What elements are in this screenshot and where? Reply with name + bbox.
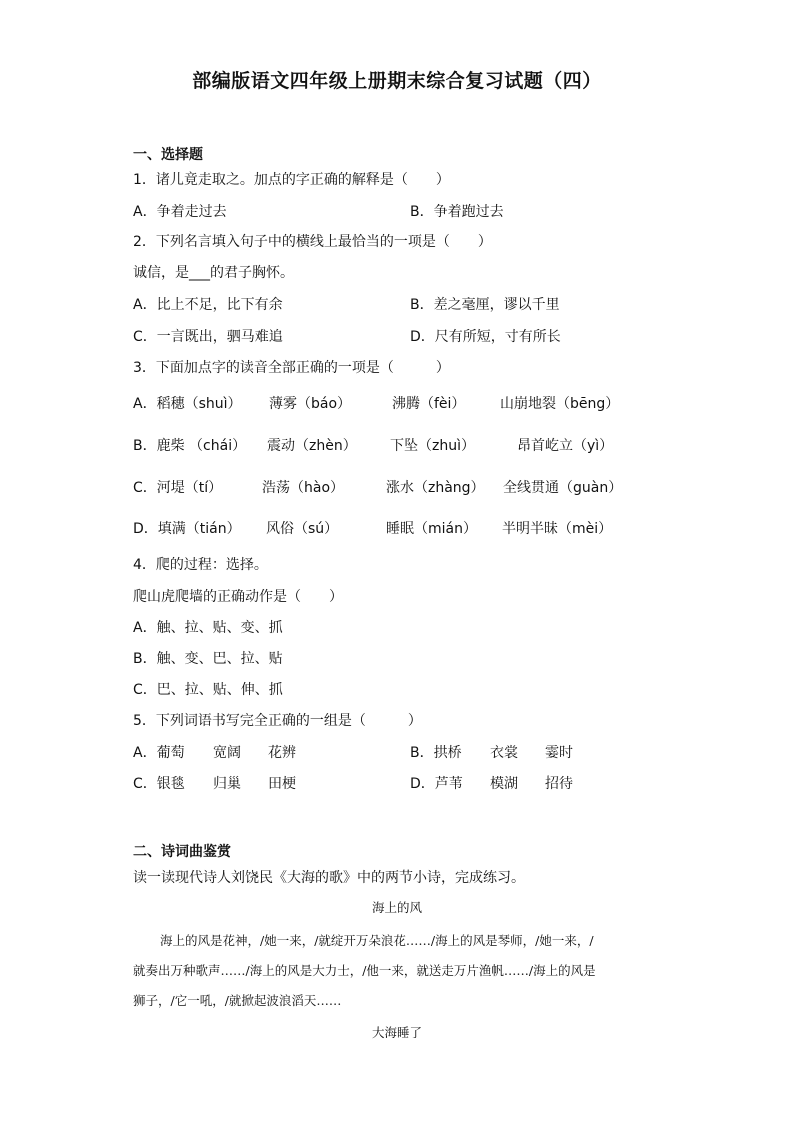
pinyin-item: 薄雾（báo）: [269, 396, 352, 412]
pinyin-item: 沸腾（fèi）: [392, 396, 466, 412]
pinyin-item: 山崩地裂（bēng）: [500, 396, 620, 412]
word-item: 归巢: [213, 776, 241, 792]
page-title: 部编版语文四年级上册期末综合复习试题（四）: [192, 70, 602, 92]
word-item: A．葡萄: [133, 745, 185, 761]
option-a: A．争着走过去: [133, 204, 227, 220]
word-item: C．银毯: [133, 776, 185, 792]
question-stem: 1．诸儿竟走取之。加点的字正确的解释是（ ）: [133, 172, 450, 188]
option-b: B．触、变、巴、拉、贴: [133, 651, 283, 667]
option-c: C．巴、拉、贴、伸、抓: [133, 682, 283, 698]
pinyin-item: 涨水（zhàng）: [386, 480, 485, 496]
pinyin-item: 昂首屹立（yì）: [517, 438, 614, 454]
option-c: C．一言既出，驷马难追: [133, 329, 283, 345]
pinyin-item: 震动（zhèn）: [267, 438, 357, 454]
poem-title: 大海睡了: [371, 1025, 422, 1040]
option-d: D．尺有所短，寸有所长: [410, 329, 561, 345]
question-sub: 爬山虎爬墙的正确动作是（ ）: [133, 589, 343, 605]
poem-title: 海上的风: [371, 900, 422, 915]
question-stem: 2．下列名言填入句子中的横线上最恰当的一项是（ ）: [133, 234, 492, 250]
poem-line: 狮子，/它一吼，/就掀起波浪滔天……: [133, 993, 342, 1008]
question-stem: 5．下列词语书写完全正确的一组是（ ）: [133, 713, 422, 729]
section-heading: 一、选择题: [133, 147, 203, 163]
question-sentence: 诚信，是___的君子胸怀。: [133, 265, 294, 281]
word-item: B．拱桥: [410, 745, 462, 761]
pinyin-item: 睡眠（mián）: [386, 521, 477, 537]
pinyin-item: C．河堤（tí）: [133, 480, 223, 496]
option-a: A．触、拉、贴、变、抓: [133, 620, 283, 636]
section-heading: 二、诗词曲鉴赏: [133, 844, 231, 860]
word-item: 招待: [545, 776, 573, 792]
pinyin-item: D．填满（tián）: [133, 521, 241, 537]
option-b: B．差之毫厘，谬以千里: [410, 297, 560, 313]
word-item: D．芦苇: [410, 776, 463, 792]
pinyin-item: B．鹿柴 （chái）: [133, 438, 247, 454]
question-stem: 3．下面加点字的读音全部正确的一项是（ ）: [133, 360, 450, 376]
word-item: 花辨: [268, 745, 296, 761]
pinyin-item: 下坠（zhuì）: [390, 438, 475, 454]
pinyin-item: 浩荡（hào）: [262, 480, 345, 496]
pinyin-item: 半明半昧（mèi）: [502, 521, 613, 537]
pinyin-item: A．稻穗（shuì）: [133, 396, 242, 412]
word-item: 田梗: [268, 776, 296, 792]
option-b: B．争着跑过去: [410, 204, 504, 220]
pinyin-item: 全线贯通（guàn）: [503, 480, 623, 496]
word-item: 霎时: [545, 745, 573, 761]
poem-line: 就奏出万种歌声……/海上的风是大力士，/他一来，就送走万片渔帆……/海上的风是: [133, 963, 596, 978]
option-a: A．比上不足，比下有余: [133, 297, 283, 313]
word-item: 模湖: [490, 776, 518, 792]
poem-line: 海上的风是花神，/她一来，/就绽开万朵浪花……/海上的风是琴师，/她一来，/: [160, 933, 594, 948]
pinyin-item: 风俗（sú）: [266, 521, 339, 537]
word-item: 宽阔: [213, 745, 241, 761]
section-intro: 读一读现代诗人刘饶民《大海的歌》中的两节小诗，完成练习。: [133, 870, 525, 886]
question-stem: 4．爬的过程：选择。: [133, 557, 268, 573]
word-item: 衣裳: [490, 745, 518, 761]
